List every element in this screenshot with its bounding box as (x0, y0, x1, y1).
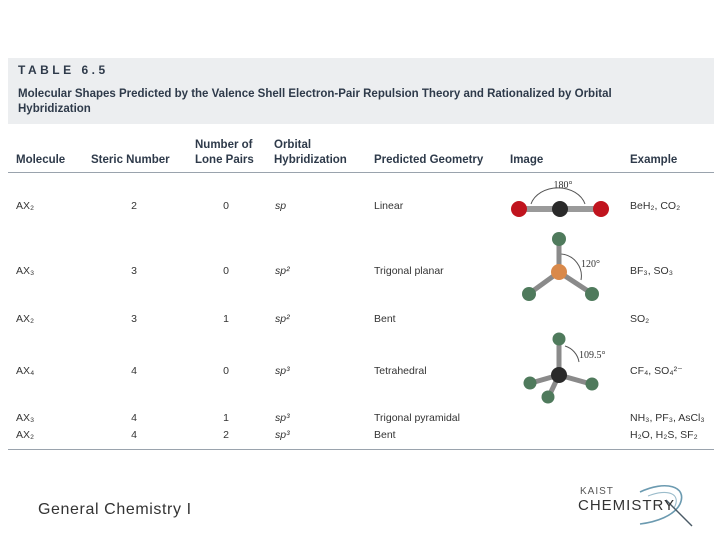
cell-molecule: AX₄ (16, 365, 35, 377)
col-header-example: Example (630, 154, 678, 166)
cell-example: H₂O, H₂S, SF₂ (630, 429, 698, 441)
fluorine-atom (585, 287, 599, 301)
linear-molecule-image (505, 175, 610, 225)
angle-arc (565, 346, 579, 362)
boron-atom (551, 264, 567, 280)
trigonal-planar-molecule-image (515, 228, 615, 306)
cell-geometry: Trigonal pyramidal (374, 412, 460, 424)
fluorine-atom (552, 232, 566, 246)
table-header-band (8, 58, 714, 124)
table-bottom-rule (8, 449, 714, 450)
cell-lone-pairs: 0 (223, 365, 229, 377)
col-header-lone-pairs-line1: Number of (195, 139, 253, 151)
cell-example: BeH₂, CO₂ (630, 200, 681, 212)
cell-steric: 2 (131, 200, 137, 212)
col-header-image: Image (510, 154, 544, 166)
cell-geometry: Bent (374, 429, 396, 441)
col-header-steric-number: Steric Number (91, 154, 170, 166)
carbon-atom (552, 201, 568, 217)
logo-chemistry-text: CHEMISTRY (578, 497, 676, 514)
col-header-hybridization-line2: Hybridization (274, 154, 347, 166)
cell-hybridization: sp³ (275, 429, 290, 441)
col-header-hybridization-line1: Orbital (274, 139, 312, 151)
cell-hybridization: sp² (275, 313, 290, 325)
cell-hybridization: sp (275, 200, 287, 212)
cell-example: BF₃, SO₃ (630, 265, 673, 277)
fluorine-atom (586, 378, 599, 391)
header-rule (8, 172, 714, 173)
cell-steric: 4 (131, 365, 137, 377)
cell-hybridization: sp² (275, 265, 290, 277)
cell-molecule: AX₃ (16, 265, 35, 277)
col-header-molecule: Molecule (16, 154, 66, 166)
oxygen-atom (593, 201, 609, 217)
cell-hybridization: sp³ (275, 365, 290, 377)
table-number: TABLE 6.5 (18, 63, 109, 77)
cell-geometry: Linear (374, 200, 404, 212)
cell-lone-pairs: 0 (223, 265, 229, 277)
fluorine-atom (522, 287, 536, 301)
logo-kaist-text: KAIST (580, 486, 614, 497)
cell-geometry: Trigonal planar (374, 265, 444, 277)
carbon-atom (551, 367, 567, 383)
cell-hybridization: sp³ (275, 412, 290, 424)
table-title: Molecular Shapes Predicted by the Valence Shell Electron-Pair Repulsion Theory and Rationalized by Orbital Hybridization (18, 88, 612, 115)
cell-steric: 4 (131, 429, 137, 441)
cell-geometry: Bent (374, 313, 396, 325)
col-header-lone-pairs-line2: Lone Pairs (195, 154, 254, 166)
tetrahedral-molecule-image (515, 328, 620, 406)
col-header-geometry: Predicted Geometry (374, 154, 484, 166)
cell-steric: 3 (131, 265, 137, 277)
cell-molecule: AX₂ (16, 313, 35, 325)
cell-steric: 4 (131, 412, 137, 424)
angle-label-120: 120° (581, 259, 600, 270)
cell-lone-pairs: 0 (223, 200, 229, 212)
cell-lone-pairs: 1 (223, 412, 229, 424)
cell-lone-pairs: 2 (223, 429, 229, 441)
angle-label-109-5: 109.5° (579, 350, 606, 361)
fluorine-atom (524, 377, 537, 390)
cell-example: NH₃, PF₃, AsCl₃ (630, 412, 705, 424)
fluorine-atom (542, 391, 555, 404)
cell-lone-pairs: 1 (223, 313, 229, 325)
cell-geometry: Tetrahedral (374, 365, 427, 377)
cell-example: SO₂ (630, 313, 650, 325)
cell-molecule: AX₂ (16, 200, 35, 212)
cell-molecule: AX₂ (16, 429, 35, 441)
cell-steric: 3 (131, 313, 137, 325)
fluorine-atom (553, 333, 566, 346)
oxygen-atom (511, 201, 527, 217)
cell-molecule: AX₃ (16, 412, 35, 424)
angle-label-180: 180° (553, 180, 573, 191)
course-title: General Chemistry I (38, 501, 192, 518)
cell-example: CF₄, SO₄²⁻ (630, 365, 683, 377)
